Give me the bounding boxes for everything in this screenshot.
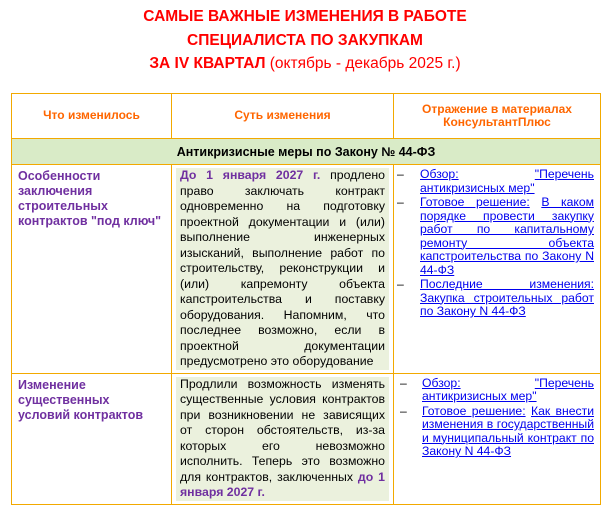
title-quarter: ЗА IV КВАРТАЛ	[149, 55, 266, 72]
refs-list	[396, 168, 594, 319]
ref-link[interactable]: Как внести изменения в государственный и муниципальный контракт по Закону N 44-ФЗ	[422, 403, 595, 458]
ref-link[interactable]: "Перечень антикризисных мер"	[422, 375, 594, 403]
row-refs	[394, 373, 601, 504]
ref-item	[396, 168, 594, 195]
changes-table	[11, 93, 601, 505]
ref-label[interactable]: Последние изменения:	[420, 277, 594, 291]
table-row	[12, 373, 601, 504]
ref-label[interactable]: Обзор:	[420, 167, 459, 181]
title-period: (октябрь - декабрь 2025 г.)	[265, 55, 461, 72]
ref-item	[396, 405, 594, 459]
ref-link[interactable]: "Перечень антикризисных мер"	[420, 167, 594, 195]
title-line-3	[0, 52, 610, 76]
column-header-refs: Отражение в материалах КонсультантПлюс	[394, 94, 601, 139]
column-header-what: Что изменилось	[12, 94, 172, 139]
column-header-essence: Суть изменения	[172, 94, 394, 139]
deadline-highlight: До 1 января 2027 г.	[180, 168, 321, 182]
ref-label[interactable]: Готовое решение:	[422, 403, 526, 418]
ref-item	[396, 377, 594, 404]
title-line-1: САМЫЕ ВАЖНЫЕ ИЗМЕНЕНИЯ В РАБОТЕ	[143, 8, 467, 25]
essence-text: продлено право заключать контракт одновременно на подготовку проектной документации и (или) выполнение инженерных изысканий, выполнение работ по строительству, реконструкции и (или) капремонту объекта капстроительства и поставку оборудования. Напомним, что последнее возможно, если в проектной документации предусмотрено это оборудование	[180, 168, 385, 368]
row-essence-cell	[172, 165, 394, 374]
ref-link[interactable]: В каком порядке провести закупку работ по капитальному ремонту объекта капстроительства по Закону N 44-ФЗ	[420, 195, 594, 277]
row-what: Особенности заключения строительных контрактов "под ключ"	[12, 165, 172, 374]
table-row	[12, 165, 601, 374]
refs-list	[396, 377, 594, 459]
ref-link[interactable]: Закупка строительных работ по Закону N 44-ФЗ	[420, 290, 594, 318]
row-essence	[176, 377, 389, 501]
section-title: Антикризисные меры по Закону № 44-ФЗ	[12, 139, 601, 165]
deadline-highlight: до 1 января 2027 г.	[180, 469, 385, 499]
title-block	[0, 0, 610, 85]
ref-item	[396, 278, 594, 319]
ref-label[interactable]: Обзор:	[422, 375, 461, 390]
section-row	[12, 139, 601, 165]
table-header-row	[12, 94, 601, 139]
row-essence-cell	[172, 373, 394, 504]
title-line-2: СПЕЦИАЛИСТА ПО ЗАКУПКАМ	[187, 31, 423, 49]
ref-item	[396, 196, 594, 277]
essence-text: Продлили возможность изменять существенные условия контрактов при возникновении не зависящих от сторон обстоятельств, из-за которых его невозможно исполнить. Теперь это возможно для контрактов, заключенных	[180, 376, 385, 484]
row-refs	[394, 165, 601, 374]
row-what: Изменение существенных условий контрактов	[12, 373, 172, 504]
ref-label[interactable]: Готовое решение:	[420, 195, 530, 209]
row-essence	[176, 168, 389, 370]
